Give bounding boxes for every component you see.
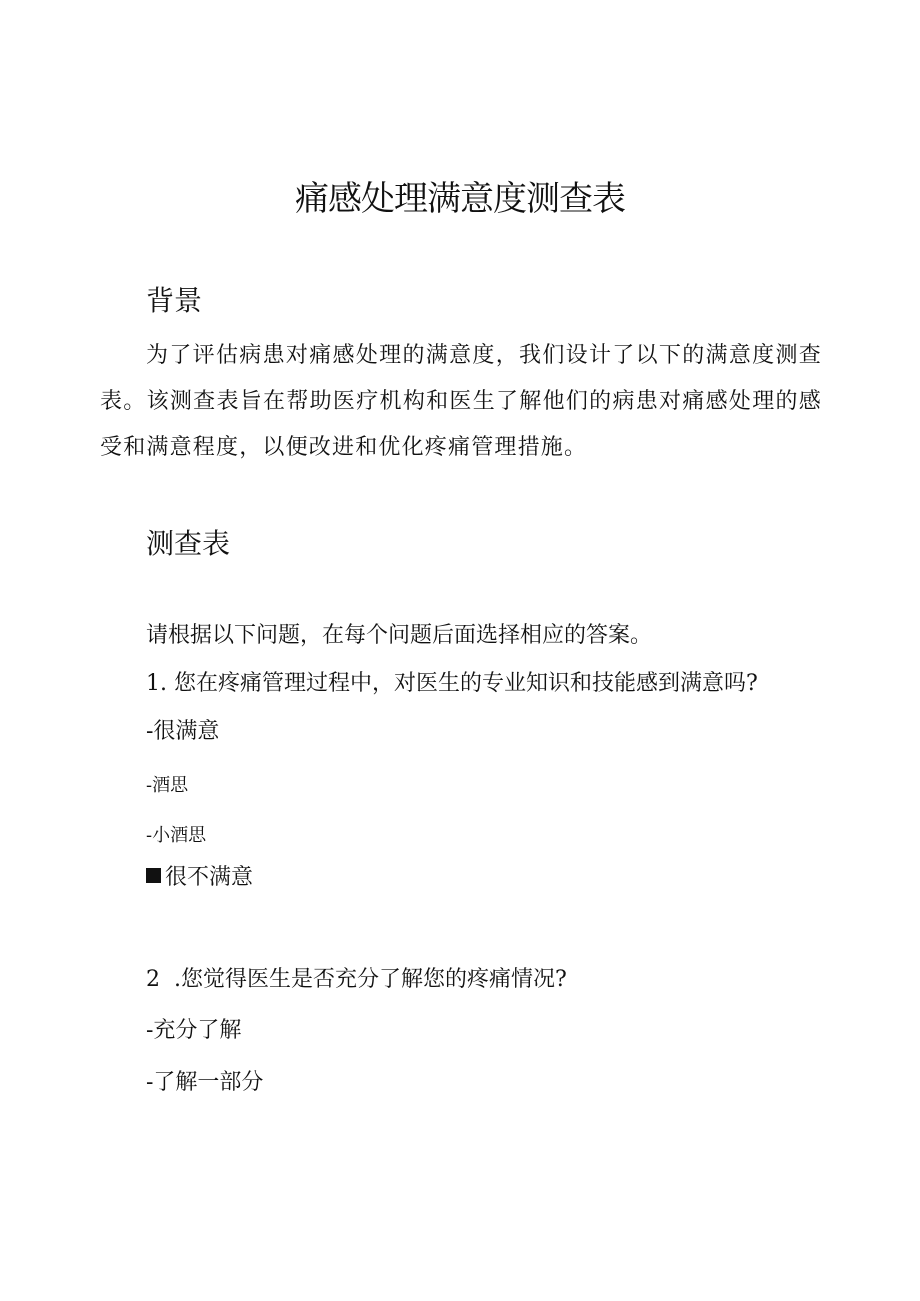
filled-square-icon	[146, 868, 161, 883]
question-2: 2 .您觉得医生是否充分了解您的疼痛情况?	[146, 967, 567, 992]
question-1-option-4-label: 很不满意	[165, 865, 254, 890]
question-1-option-4[interactable]	[146, 862, 253, 894]
background-paragraph: 为了评估病患对痛感处理的满意度，我们设计了以下的满意度测查表。该测查表旨在帮助医疗机构和医生了解他们的病患对痛感处理的感受和满意程度，以便改进和优化疼痛管理措施。	[100, 343, 822, 460]
question-1-option-2[interactable]: -酒思	[146, 775, 189, 796]
document-title: 痛感处理满意度测查表	[295, 179, 625, 219]
question-2-option-1[interactable]: -充分了解	[146, 1018, 242, 1043]
survey-heading: 测查表	[146, 527, 231, 560]
instruction-text: 请根据以下问题，在每个问题后面选择相应的答案。	[146, 623, 653, 648]
question-2-option-2[interactable]: -了解一部分	[146, 1070, 264, 1095]
question-1-option-3[interactable]: -小酒思	[146, 825, 207, 846]
question-1: 1. 您在疼痛管理过程中，对医生的专业知识和技能感到满意吗?	[146, 671, 758, 696]
background-heading: 背景	[146, 284, 203, 317]
question-1-option-1[interactable]: -很满意	[146, 719, 220, 744]
